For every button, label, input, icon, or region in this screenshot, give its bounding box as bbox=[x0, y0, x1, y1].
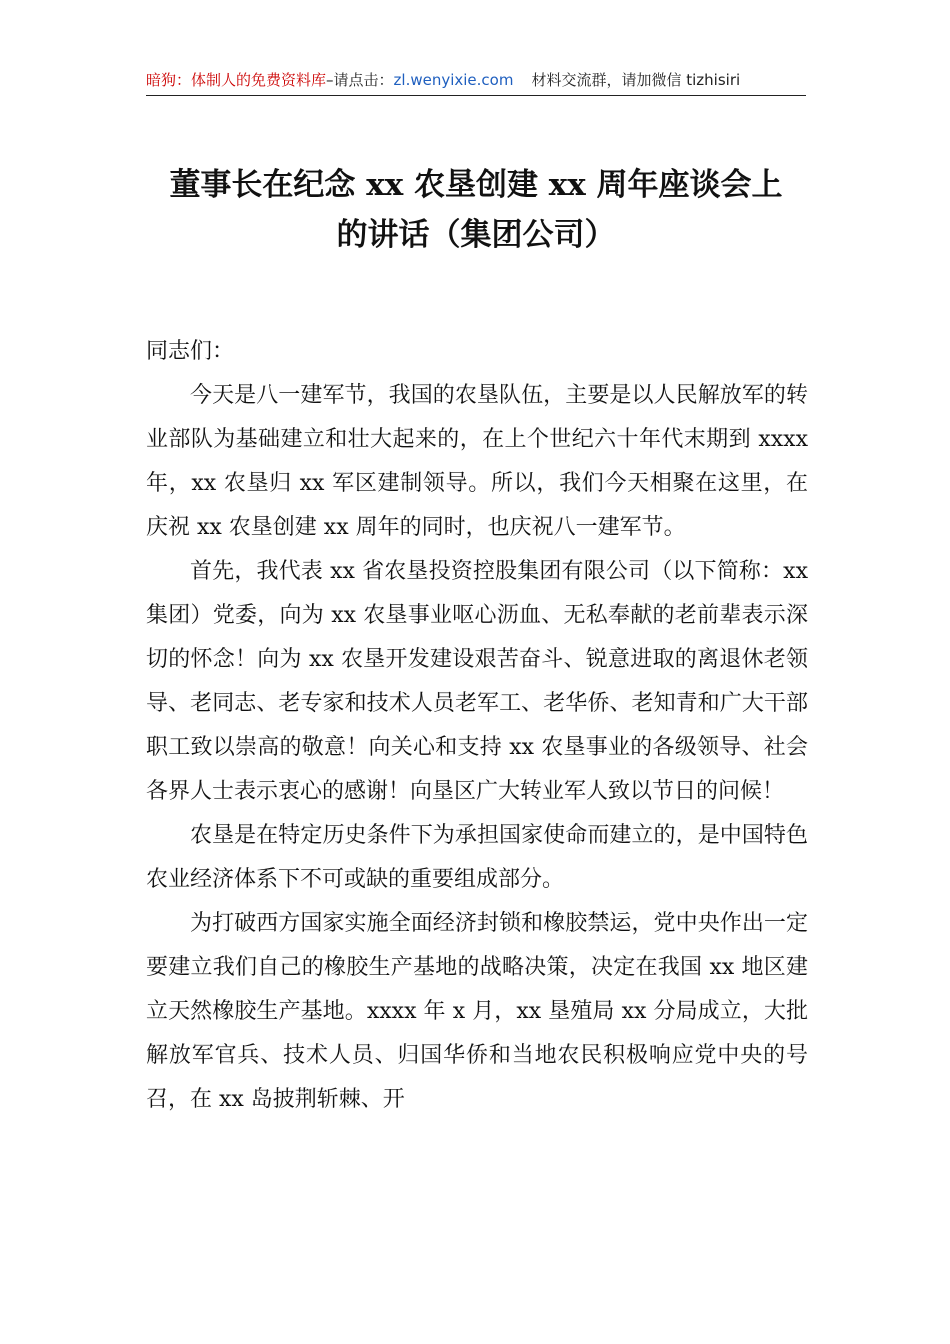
title-line-1: 董事长在纪念 xx 农垦创建 xx 周年座谈会上 bbox=[169, 167, 783, 203]
header-divider bbox=[146, 95, 806, 96]
document-header bbox=[146, 66, 806, 94]
paragraph-3: 农垦是在特定历史条件下为承担国家使命而建立的，是中国特色农业经济体系下不可或缺的重要组成部分。 bbox=[146, 823, 808, 892]
paragraph-1: 今天是八一建军节，我国的农垦队伍，主要是以人民解放军的转业部队为基础建立和壮大起来的，在上个世纪六十年代末期到 xxxx 年，xx 农垦归 xx 军区建制领导。所以，我们今天相聚在这里，在庆祝 xx 农垦创建 xx 周年的同时，也庆祝八一建军节。 bbox=[146, 383, 808, 540]
header-link-prefix: –请点击： bbox=[326, 71, 394, 89]
paragraph-2: 首先，我代表 xx 省农垦投资控股集团有限公司（以下简称：xx 集团）党委，向为 xx 农垦事业呕心沥血、无私奉献的老前辈表示深切的怀念！向为 xx 农垦开发建设艰苦奋斗、锐意进取的离退休老领导、老同志、老专家和技术人员老军工、老华侨、老知青和广大干部职工致以崇高的敬意！向关心和支持 xx 农垦事业的各级领导、社会各界人士表示衷心的感谢！向垦区广大转业军人致以节日的问候！ bbox=[146, 559, 808, 804]
salutation: 同志们： bbox=[146, 339, 235, 364]
document-body bbox=[146, 330, 808, 1122]
title-line-2: 的讲话（集团公司） bbox=[336, 217, 616, 253]
header-brand: 暗狗：体制人的免费资料库 bbox=[146, 71, 327, 89]
header-wechat-note: 材料交流群，请加微信 tizhisiri bbox=[531, 71, 741, 89]
paragraph-4: 为打破西方国家实施全面经济封锁和橡胶禁运，党中央作出一定要建立我们自己的橡胶生产基地的战略决策，决定在我国 xx 地区建立天然橡胶生产基地。xxxx 年 x 月，xx 垦殖局 xx 分局成立，大批解放军官兵、技术人员、归国华侨和当地农民积极响应党中央的号召，在 xx 岛披荆斩棘、开 bbox=[146, 911, 808, 1112]
header-url-link[interactable]: zl.wenyixie.com bbox=[393, 71, 514, 89]
document-title bbox=[146, 160, 806, 260]
